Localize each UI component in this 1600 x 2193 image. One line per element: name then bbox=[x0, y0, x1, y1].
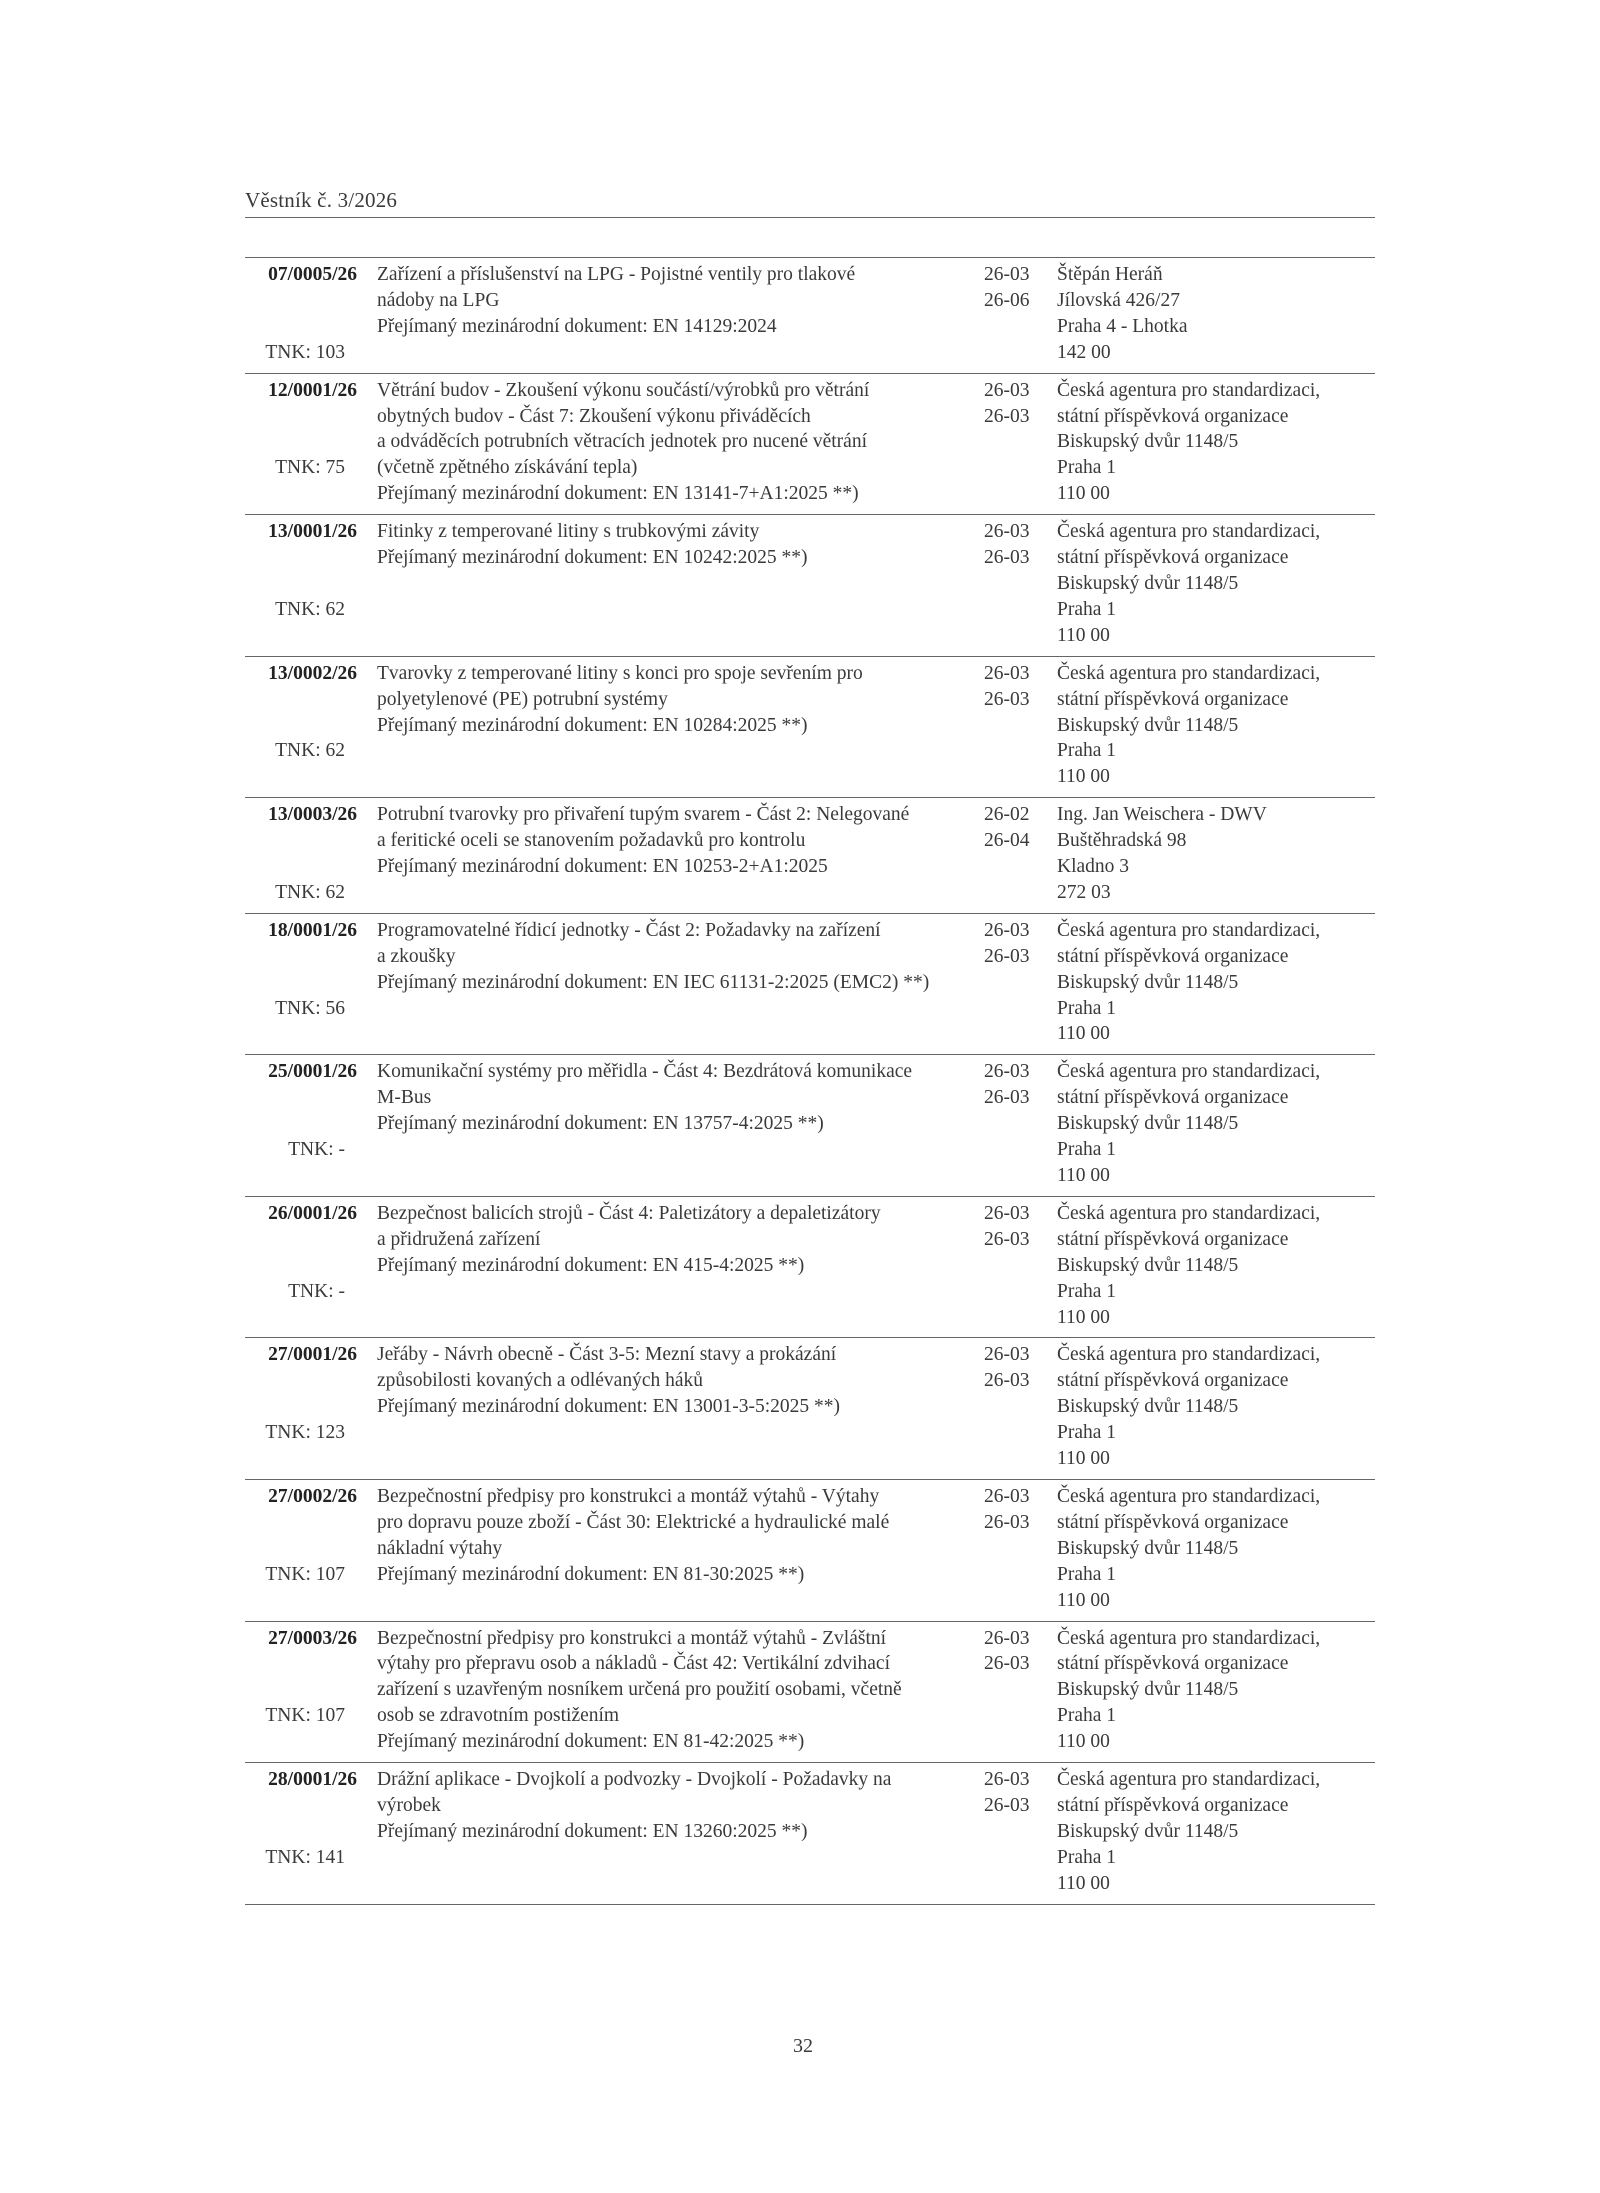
description-line: M-Bus bbox=[377, 1087, 432, 1109]
standard-code bbox=[245, 262, 357, 366]
description-line: Přejímaný mezinárodní dokument: EN 10284:2025 **) bbox=[377, 714, 808, 736]
description-line: Větrání budov - Zkoušení výkonu součástí/výrobků pro větrání bbox=[377, 379, 870, 401]
table-row bbox=[245, 657, 1375, 799]
dates-line: 26-03 bbox=[984, 379, 1030, 401]
description bbox=[377, 519, 984, 649]
description-line: polyetylenové (PE) potrubní systémy bbox=[377, 688, 668, 710]
address-line: Biskupský dvůr 1148/5 bbox=[1057, 431, 1239, 453]
address-line: Ing. Jan Weischera - DWV bbox=[1057, 804, 1267, 826]
address-line: 142 00 bbox=[1057, 341, 1111, 363]
address bbox=[1057, 1342, 1375, 1472]
address-line: 110 00 bbox=[1057, 1448, 1110, 1470]
dates bbox=[984, 1342, 1037, 1472]
address-line: Česká agentura pro standardizaci, bbox=[1057, 1344, 1321, 1366]
table-row bbox=[245, 258, 1375, 374]
table-row bbox=[245, 1622, 1375, 1764]
address-line: 110 00 bbox=[1057, 1023, 1110, 1045]
address-line: Praha 1 bbox=[1057, 1280, 1117, 1302]
address-line: státní příspěvková organizace bbox=[1057, 1653, 1289, 1675]
standard-code bbox=[245, 1342, 357, 1472]
description-line: Potrubní tvarovky pro přivaření tupým svarem - Část 2: Nelegované bbox=[377, 804, 910, 826]
address-line: Štěpán Heráň bbox=[1057, 264, 1163, 285]
address-line: 110 00 bbox=[1057, 1872, 1110, 1894]
address-line: Biskupský dvůr 1148/5 bbox=[1057, 1254, 1239, 1276]
address-line: 272 03 bbox=[1057, 881, 1111, 903]
description-line: Jeřáby - Návrh obecně - Část 3-5: Mezní stavy a prokázání bbox=[377, 1344, 837, 1366]
tnk-label: TNK: 141 bbox=[265, 1846, 345, 1868]
address-line: Praha 1 bbox=[1057, 1139, 1117, 1161]
address-line: Biskupský dvůr 1148/5 bbox=[1057, 714, 1239, 736]
dates bbox=[984, 1059, 1037, 1189]
description-line: Přejímaný mezinárodní dokument: EN IEC 61131-2:2025 (EMC2) **) bbox=[377, 971, 930, 993]
address-line: státní příspěvková organizace bbox=[1057, 1794, 1289, 1816]
description-line: výrobek bbox=[377, 1794, 441, 1816]
description bbox=[377, 1767, 984, 1897]
dates-line: 26-03 bbox=[984, 662, 1030, 684]
tnk-label: TNK: - bbox=[288, 1280, 345, 1302]
dates-line: 26-03 bbox=[984, 547, 1030, 569]
table-row bbox=[245, 1480, 1375, 1622]
description-line: a odváděcích potrubních větracích jednotek pro nucené větrání bbox=[377, 431, 867, 453]
description-line: a zkoušky bbox=[377, 945, 456, 967]
address-line: 110 00 bbox=[1057, 766, 1110, 788]
description-line: obytných budov - Část 7: Zkoušení výkonu přiváděcích bbox=[377, 405, 811, 427]
description bbox=[377, 262, 984, 366]
address-line: Biskupský dvůr 1148/5 bbox=[1057, 1679, 1239, 1701]
address-line: Biskupský dvůr 1148/5 bbox=[1057, 1820, 1239, 1842]
address-line: státní příspěvková organizace bbox=[1057, 1511, 1289, 1533]
dates bbox=[984, 262, 1037, 366]
description-line: Drážní aplikace - Dvojkolí a podvozky - Dvojkolí - Požadavky na bbox=[377, 1769, 892, 1791]
description-line: Přejímaný mezinárodní dokument: EN 10253-2+A1:2025 bbox=[377, 856, 828, 878]
code-text: 12/0001/26 bbox=[268, 379, 357, 401]
address-line: Praha 1 bbox=[1057, 598, 1117, 620]
description bbox=[377, 1342, 984, 1472]
description-line: způsobilosti kovaných a odlévaných háků bbox=[377, 1370, 704, 1392]
address-line: Česká agentura pro standardizaci, bbox=[1057, 662, 1321, 684]
description-line: Přejímaný mezinárodní dokument: EN 13260:2025 **) bbox=[377, 1820, 808, 1842]
description-line: Zařízení a příslušenství na LPG - Pojistné ventily pro tlakové bbox=[377, 264, 856, 285]
tnk-label: TNK: - bbox=[288, 1139, 345, 1161]
dates-line: 26-03 bbox=[984, 1344, 1030, 1366]
standard-code bbox=[245, 1626, 357, 1756]
dates-line: 26-03 bbox=[984, 945, 1030, 967]
address-line: 110 00 bbox=[1057, 1165, 1110, 1186]
dates-line: 26-03 bbox=[984, 1653, 1030, 1675]
description-line: Komunikační systémy pro měřidla - Část 4: Bezdrátová komunikace bbox=[377, 1061, 913, 1083]
address-line: Česká agentura pro standardizaci, bbox=[1057, 379, 1321, 401]
address-line: 110 00 bbox=[1057, 1731, 1110, 1753]
dates-line: 26-03 bbox=[984, 1228, 1030, 1250]
address bbox=[1057, 802, 1375, 906]
address bbox=[1057, 1484, 1375, 1614]
dates-line: 26-03 bbox=[984, 688, 1030, 710]
standard-code bbox=[245, 1484, 357, 1614]
dates-line: 26-03 bbox=[984, 521, 1030, 543]
code-text: 13/0003/26 bbox=[268, 804, 357, 826]
standards-table bbox=[245, 257, 1375, 1905]
address-line: státní příspěvková organizace bbox=[1057, 945, 1289, 967]
standard-code bbox=[245, 661, 357, 791]
address-line: Česká agentura pro standardizaci, bbox=[1057, 1485, 1321, 1507]
address bbox=[1057, 1626, 1375, 1756]
address-line: Praha 1 bbox=[1057, 457, 1117, 479]
description-line: nádoby na LPG bbox=[377, 289, 500, 311]
description-line: Přejímaný mezinárodní dokument: EN 81-42:2025 **) bbox=[377, 1731, 805, 1753]
address bbox=[1057, 1059, 1375, 1189]
description-line: Bezpečnostní předpisy pro konstrukci a montáž výtahů - Výtahy bbox=[377, 1485, 880, 1507]
dates bbox=[984, 378, 1037, 508]
dates-line: 26-03 bbox=[984, 1794, 1030, 1816]
address-line: Praha 1 bbox=[1057, 1422, 1117, 1444]
standard-code bbox=[245, 802, 357, 906]
code-text: 26/0001/26 bbox=[268, 1202, 357, 1224]
description bbox=[377, 661, 984, 791]
description-line: Přejímaný mezinárodní dokument: EN 10242:2025 **) bbox=[377, 547, 808, 569]
description bbox=[377, 1059, 984, 1189]
table-row bbox=[245, 914, 1375, 1056]
address bbox=[1057, 262, 1375, 366]
tnk-label: TNK: 103 bbox=[265, 341, 345, 363]
tnk-label: TNK: 123 bbox=[265, 1422, 345, 1444]
standard-code bbox=[245, 1059, 357, 1189]
address-line: Česká agentura pro standardizaci, bbox=[1057, 1769, 1321, 1791]
description bbox=[377, 1201, 984, 1331]
address-line: 110 00 bbox=[1057, 1589, 1110, 1611]
table-row bbox=[245, 1763, 1375, 1905]
dates-line: 26-03 bbox=[984, 919, 1030, 941]
dates bbox=[984, 1767, 1037, 1897]
address bbox=[1057, 519, 1375, 649]
address-line: Praha 1 bbox=[1057, 740, 1117, 762]
dates-line: 26-03 bbox=[984, 1769, 1030, 1791]
address-line: Praha 1 bbox=[1057, 1705, 1117, 1727]
description-line: osob se zdravotním postižením bbox=[377, 1705, 620, 1727]
address-line: Česká agentura pro standardizaci, bbox=[1057, 919, 1321, 941]
dates-line: 26-06 bbox=[984, 289, 1030, 311]
description-line: (včetně zpětného získávání tepla) bbox=[377, 457, 638, 479]
address-line: Praha 4 - Lhotka bbox=[1057, 315, 1188, 337]
description-line: Přejímaný mezinárodní dokument: EN 13141-7+A1:2025 **) bbox=[377, 483, 859, 505]
standard-code bbox=[245, 918, 357, 1048]
table-row bbox=[245, 374, 1375, 516]
description-line: pro dopravu pouze zboží - Část 30: Elektrické a hydraulické malé bbox=[377, 1511, 890, 1533]
dates bbox=[984, 661, 1037, 791]
code-text: 28/0001/26 bbox=[268, 1769, 357, 1791]
description-line: nákladní výtahy bbox=[377, 1537, 503, 1559]
address-line: Jílovská 426/27 bbox=[1057, 289, 1180, 311]
address-line: Praha 1 bbox=[1057, 1846, 1117, 1868]
table-row bbox=[245, 1055, 1375, 1197]
dates bbox=[984, 1484, 1037, 1614]
description-line: Bezpečnost balicích strojů - Část 4: Paletizátory a depaletizátory bbox=[377, 1202, 881, 1224]
dates-line: 26-03 bbox=[984, 1627, 1030, 1649]
code-text: 25/0001/26 bbox=[268, 1061, 357, 1083]
address-line: státní příspěvková organizace bbox=[1057, 405, 1289, 427]
code-text: 27/0002/26 bbox=[268, 1485, 357, 1507]
address-line: Česká agentura pro standardizaci, bbox=[1057, 1061, 1321, 1083]
description bbox=[377, 1626, 984, 1756]
address-line: Biskupský dvůr 1148/5 bbox=[1057, 1113, 1239, 1135]
header-divider bbox=[245, 217, 1375, 218]
address-line: Biskupský dvůr 1148/5 bbox=[1057, 572, 1239, 594]
description-line: Bezpečnostní předpisy pro konstrukci a montáž výtahů - Zvláštní bbox=[377, 1627, 887, 1649]
description bbox=[377, 378, 984, 508]
address-line: Biskupský dvůr 1148/5 bbox=[1057, 971, 1239, 993]
tnk-label: TNK: 62 bbox=[275, 881, 345, 903]
tnk-label: TNK: 62 bbox=[275, 598, 345, 620]
address-line: Česká agentura pro standardizaci, bbox=[1057, 1627, 1321, 1649]
address-line: Kladno 3 bbox=[1057, 856, 1130, 878]
address-line: 110 00 bbox=[1057, 483, 1110, 505]
address-line: státní příspěvková organizace bbox=[1057, 1228, 1289, 1250]
dates-line: 26-03 bbox=[984, 1087, 1030, 1109]
dates-line: 26-03 bbox=[984, 1061, 1030, 1083]
code-text: 07/0005/26 bbox=[268, 264, 357, 285]
tnk-label: TNK: 56 bbox=[275, 997, 345, 1019]
address-line: 110 00 bbox=[1057, 624, 1110, 646]
description-line: zařízení s uzavřeným nosníkem určená pro použití osobami, včetně bbox=[377, 1679, 902, 1701]
dates-line: 26-03 bbox=[984, 264, 1030, 285]
address-line: státní příspěvková organizace bbox=[1057, 547, 1289, 569]
address-line: 110 00 bbox=[1057, 1306, 1110, 1328]
address bbox=[1057, 378, 1375, 508]
dates bbox=[984, 918, 1037, 1048]
address-line: Česká agentura pro standardizaci, bbox=[1057, 1202, 1321, 1224]
dates-line: 26-03 bbox=[984, 1202, 1030, 1224]
address-line: Biskupský dvůr 1148/5 bbox=[1057, 1537, 1239, 1559]
address-line: Česká agentura pro standardizaci, bbox=[1057, 521, 1321, 543]
address-line: Praha 1 bbox=[1057, 997, 1117, 1019]
description bbox=[377, 918, 984, 1048]
description-line: Tvarovky z temperované litiny s konci pro spoje sevřením pro bbox=[377, 662, 863, 684]
description-line: Programovatelné řídicí jednotky - Část 2: Požadavky na zařízení bbox=[377, 919, 881, 941]
description bbox=[377, 802, 984, 906]
code-text: 18/0001/26 bbox=[268, 919, 357, 941]
description-line: a přidružená zařízení bbox=[377, 1228, 541, 1250]
address-line: státní příspěvková organizace bbox=[1057, 1087, 1289, 1109]
table-row bbox=[245, 798, 1375, 914]
description-line: Přejímaný mezinárodní dokument: EN 13757-4:2025 **) bbox=[377, 1113, 824, 1135]
description-line: Fitinky z temperované litiny s trubkovými závity bbox=[377, 521, 760, 543]
table-row bbox=[245, 1197, 1375, 1339]
description-line: Přejímaný mezinárodní dokument: EN 81-30:2025 **) bbox=[377, 1563, 805, 1585]
dates-line: 26-04 bbox=[984, 830, 1030, 852]
dates bbox=[984, 519, 1037, 649]
address-line: státní příspěvková organizace bbox=[1057, 1370, 1289, 1392]
address-line: Praha 1 bbox=[1057, 1563, 1117, 1585]
code-text: 13/0001/26 bbox=[268, 521, 357, 543]
standard-code bbox=[245, 1201, 357, 1331]
address bbox=[1057, 1767, 1375, 1897]
standard-code bbox=[245, 519, 357, 649]
description-line: Přejímaný mezinárodní dokument: EN 13001-3-5:2025 **) bbox=[377, 1396, 841, 1418]
address-line: Buštěhradská 98 bbox=[1057, 830, 1187, 852]
standard-code bbox=[245, 1767, 357, 1897]
dates bbox=[984, 802, 1037, 906]
table-row bbox=[245, 1338, 1375, 1480]
tnk-label: TNK: 75 bbox=[275, 457, 345, 479]
dates-line: 26-03 bbox=[984, 1370, 1030, 1392]
table-row bbox=[245, 515, 1375, 657]
address bbox=[1057, 918, 1375, 1048]
standard-code bbox=[245, 378, 357, 508]
dates bbox=[984, 1626, 1037, 1756]
dates-line: 26-03 bbox=[984, 405, 1030, 427]
description-line: Přejímaný mezinárodní dokument: EN 14129:2024 bbox=[377, 315, 777, 337]
address bbox=[1057, 661, 1375, 791]
page-number: 32 bbox=[793, 2035, 813, 2057]
code-text: 13/0002/26 bbox=[268, 662, 357, 684]
description bbox=[377, 1484, 984, 1614]
description-line: a feritické oceli se stanovením požadavků pro kontrolu bbox=[377, 830, 806, 852]
code-text: 27/0003/26 bbox=[268, 1627, 357, 1649]
address bbox=[1057, 1201, 1375, 1331]
code-text: 27/0001/26 bbox=[268, 1344, 357, 1366]
dates-line: 26-03 bbox=[984, 1511, 1030, 1533]
address-line: státní příspěvková organizace bbox=[1057, 688, 1289, 710]
tnk-label: TNK: 107 bbox=[265, 1563, 345, 1585]
dates-line: 26-02 bbox=[984, 804, 1030, 826]
description-line: Přejímaný mezinárodní dokument: EN 415-4:2025 **) bbox=[377, 1254, 805, 1276]
tnk-label: TNK: 62 bbox=[275, 740, 345, 762]
dates-line: 26-03 bbox=[984, 1485, 1030, 1507]
dates bbox=[984, 1201, 1037, 1331]
address-line: Biskupský dvůr 1148/5 bbox=[1057, 1396, 1239, 1418]
tnk-label: TNK: 107 bbox=[265, 1705, 345, 1727]
running-header: Věstník č. 3/2026 bbox=[245, 188, 398, 212]
description-line: výtahy pro přepravu osob a nákladů - Část 42: Vertikální zdvihací bbox=[377, 1653, 891, 1675]
